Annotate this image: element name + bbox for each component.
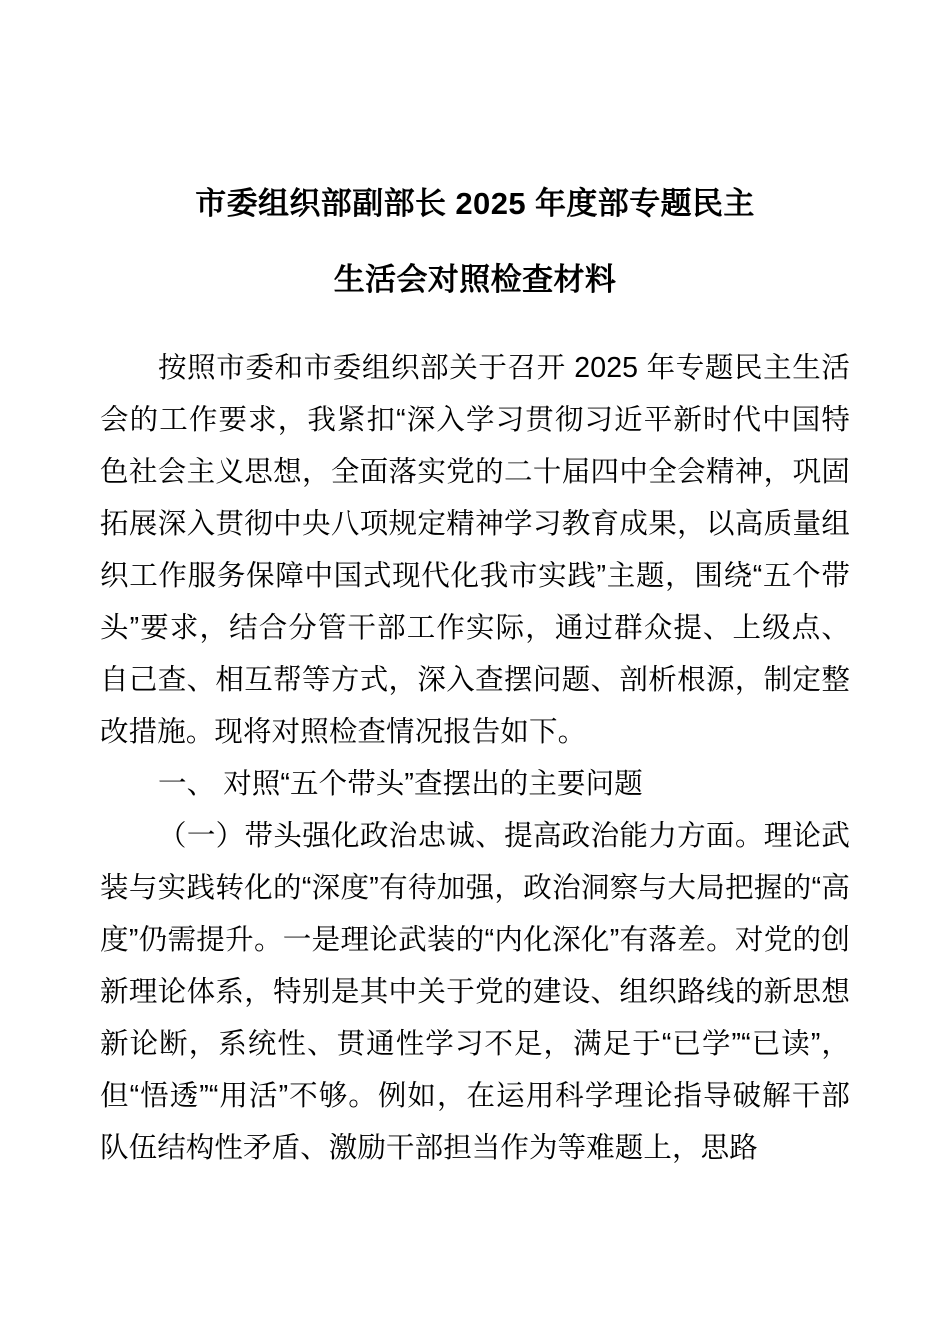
page-title-line-1: 市委组织部副部长 2025 年度部专题民主 [195,186,755,221]
document-body [100,342,850,1174]
paragraph-intro: 按照市委和市委组织部关于召开 2025 年专题民主生活会的工作要求，我紧扣“深入学习贯彻习近平新时代中国特色社会主义思想，全面落实党的二十届四中全会精神，巩固拓展深入贯彻中央八项规定精神学习教育成果，以高质量组织工作服务保障中国式现代化我市实践”主题，围绕“五个带头”要求，结合分管干部工作实际，通过群众提、上级点、自己查、相互帮等方式，深入查摆问题、剖析根源，制定整改措施。现将对照检查情况报告如下。 [100,352,850,748]
page-title-line-2: 生活会对照检查材料 [333,262,617,297]
paragraph-section-1-1: （一）带头强化政治忠诚、提高政治能力方面。理论武装与实践转化的“深度”有待加强，政治洞察与大局把握的“高度”仍需提升。一是理论武装的“内化深化”有落差。对党的创新理论体系，特别是其中关于党的建设、组织路线的新思想新论断，系统性、贯通性学习不足，满足于“已学”“已读”，但“悟透”“用活”不够。例如，在运用科学理论指导破解干部队伍结构性矛盾、激励干部担当作为等难题上，思路 [100,820,850,1164]
document-content [100,0,850,1174]
section-heading-1: 一、 对照“五个带头”查摆出的主要问题 [158,768,643,800]
page-title [100,0,850,318]
